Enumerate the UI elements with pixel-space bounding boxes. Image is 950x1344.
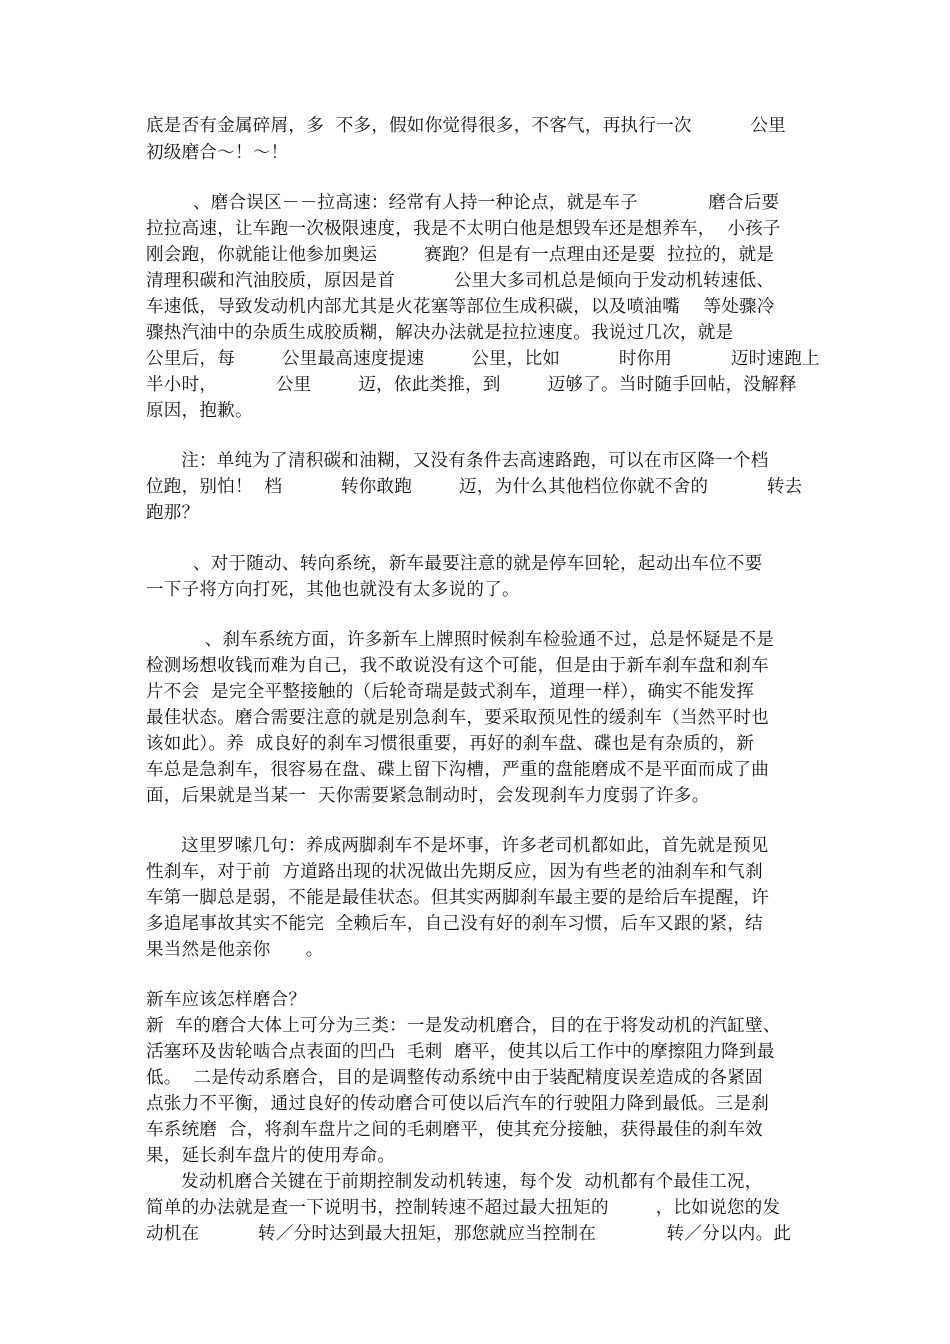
text-line: 拉拉高速，让车跑一次极限速度，我是不太明白他是想毁车还是想养车， 小孩子 [146,219,781,239]
text-line: 面，后果就是当某一 天你需要紧急制动时，会发现刹车力度弱了许多。 [146,786,710,806]
text-line: 点张力不平衡，通过良好的传动磨合可使以后汽车的行驶阻力降到最低。三是刹 [146,1094,769,1114]
text-line: 初级磨合～！～！ [146,143,289,163]
text-line: 半小时， 公里 迈，依此类推，到 迈够了。当时随手回帖，没解释 [146,375,797,395]
text-line: 一下子将方向打死，其他也就没有太多说的了。 [146,580,520,600]
text-line: 新 车的磨合大体上可分为三类：一是发动机磨合，目的在于将发动机的汽缸壁、 [146,1016,781,1036]
text-line: 果，延长刹车盘片的使用寿命。 [146,1146,396,1166]
text-line: 注：单纯为了清积碳和油糊，又没有条件去高速路跑，可以在市区降一个档 [146,451,769,471]
text-line: 发动机磨合关键在于前期控制发动机转速，每个发 动机都有个最佳工况， [146,1172,763,1192]
text-line: 底是否有金属碎屑，多 不多，假如你觉得很多，不客气，再执行一次 公里 [146,116,786,136]
text-line: 刚会跑，你就能让他参加奥运 赛跑？但是有一点理由还是要 拉拉的，就是 [146,245,775,265]
text-line: 公里后，每 公里最高速度提速 公里，比如 时你用 迈时速跑上 [146,349,820,369]
section-heading: 新车应该怎样磨合？ [146,990,307,1010]
text-line: 、磨合误区－－拉高速：经常有人持一种论点，就是车子 磨合后要 [146,193,780,213]
text-line: 性刹车，对于前 方道路出现的状况做出先期反应，因为有些老的油刹车和气刹 [146,862,763,882]
text-line: 该如此）。养 成良好的刹车习惯很重要，再好的刹车盘、碟也是有杂质的，新 [146,734,755,754]
text-line: 低。 二是传动系磨合，目的是调整传动系统中由于装配精度误差造成的各紧固 [146,1068,763,1088]
text-line: 多追尾事故其实不能完 全赖后车，自己没有好的刹车习惯，后车又跟的紧，结 [146,914,763,934]
text-line: 果当然是他亲你 。 [146,940,324,960]
text-line: 检测场想收钱而难为自己，我不敢说没有这个可能，但是由于新车刹车盘和刹车 [146,656,769,676]
text-line: 片不会 是完全平整接触的（后轮奇瑞是鼓式刹车，道理一样），确实不能发挥 [146,682,755,702]
text-line: 、刹车系统方面，许多新车上牌照时候刹车检验通不过，总是怀疑是不是 [146,630,775,650]
text-line: 车系统磨 合，将刹车盘片之间的毛刺磨平，使其充分接触，获得最佳的刹车效 [146,1120,763,1140]
text-line: 最佳状态。磨合需要注意的就是别急刹车，要采取预见性的缓刹车（当然平时也 [146,708,769,728]
text-line: 骤热汽油中的杂质生成胶质糊，解决办法就是拉拉速度。我说过几次，就是 [146,323,734,343]
text-line: 车速低，导致发动机内部尤其是火花塞等部位生成积碳，以及喷油嘴 等处骤冷 [146,297,775,317]
text-line: 跑那？ [146,503,200,523]
text-line: 清理积碳和汽油胶质，原因是首 公里大多司机总是倾向于发动机转速低、 [146,271,775,291]
text-line: 、对于随动、转向系统，新车最要注意的就是停车回轮，起动出车位不要 [146,554,763,574]
text-line: 位跑，别怕！ 档 转你敢跑 迈，为什么其他档位你就不舍的 转去 [146,477,803,497]
text-line: 活塞环及齿轮啮合点表面的凹凸 毛刺 磨平，使其以后工作中的摩擦阻力降到最 [146,1042,775,1062]
text-line: 原因，抱歉。 [146,401,253,421]
text-line: 简单的办法就是查一下说明书，控制转速不超过最大扭矩的 ，比如说您的发 [146,1198,781,1218]
text-line: 车第一脚总是弱，不能是最佳状态。但其实两脚刹车最主要的是给后车提醒，许 [146,888,769,908]
text-line: 动机在 转／分时达到最大扭矩，那您就应当控制在 转／分以内。此 [146,1224,792,1244]
text-line: 车总是急刹车，很容易在盘、碟上留下沟槽，严重的盘能磨成不是平面而成了曲 [146,760,769,780]
text-line: 这里罗嗦几句：养成两脚刹车不是坏事，许多老司机都如此，首先就是预见 [146,836,769,856]
